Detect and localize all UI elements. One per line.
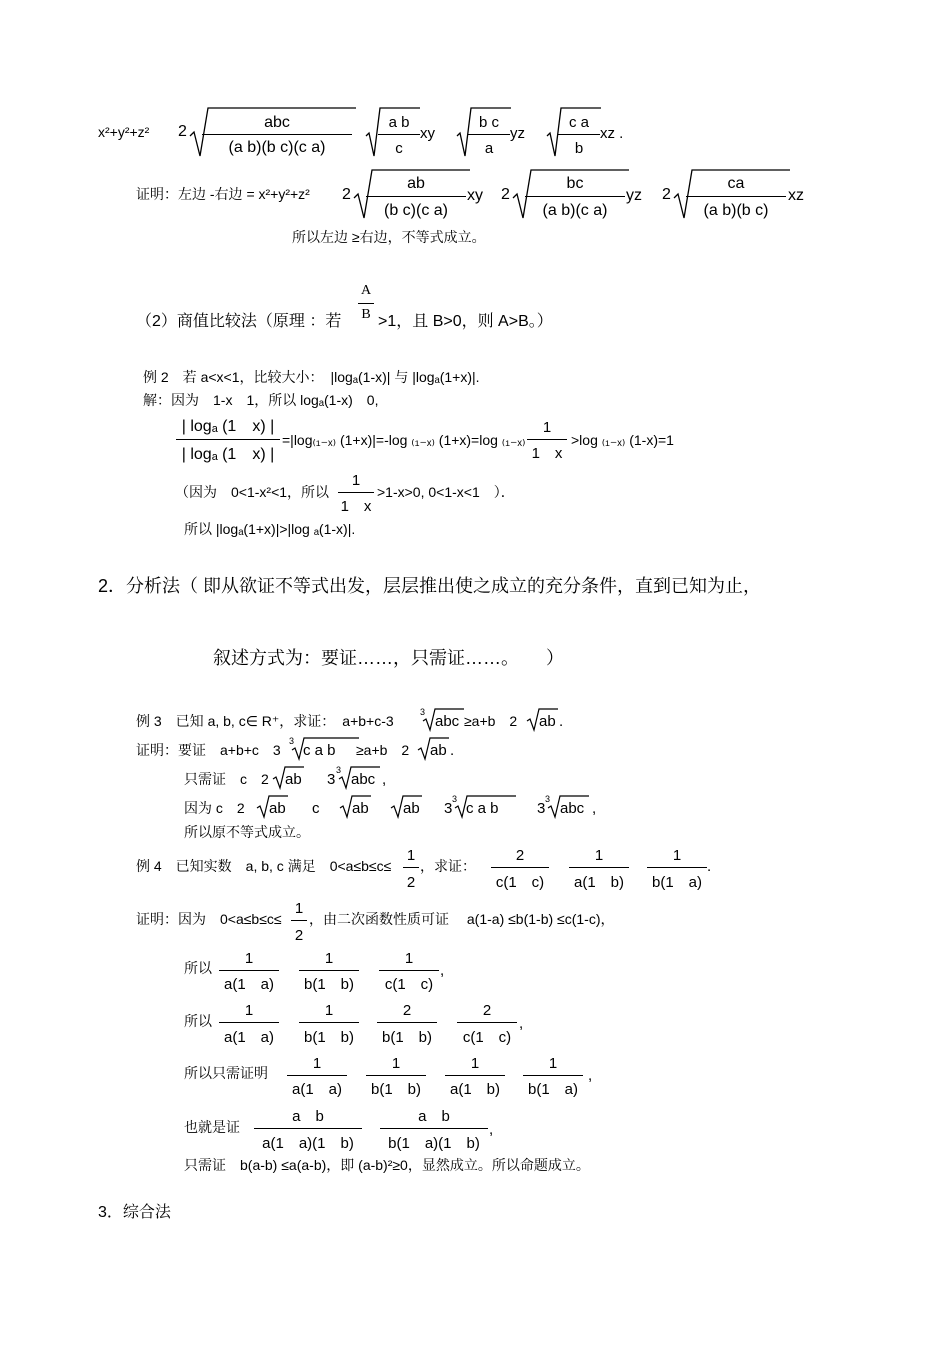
frac-den: (a b)(c a) [542, 202, 608, 219]
frac-num: 1 [244, 1002, 254, 1019]
method-prefix: （2）商值比较法（原理 ：若 [136, 313, 342, 330]
frac-den: a(1 a)(1 b) [262, 1135, 354, 1152]
ex4-so3: 所以只需证明 [184, 1065, 268, 1081]
radicand: ab [285, 771, 302, 788]
frac-num: bc [566, 175, 584, 192]
ex3-l3c: , [382, 771, 387, 788]
frac-bar [491, 867, 549, 868]
ex4-so4: 也就是证 [184, 1119, 240, 1135]
ex2-mid: =|log₍₁₋ₓ₎ (1+x)|=-log ₍₁₋ₓ₎ (1+x)=log ₍₁₋ₓ₎ [282, 432, 526, 448]
frac-bar [299, 1022, 359, 1023]
coef: 2 [662, 186, 671, 203]
term-tail: xz [788, 187, 804, 204]
ex3-l4e: , [592, 800, 597, 817]
frac-bar [525, 196, 625, 197]
frac-den: (a b)(b c)(c a) [228, 139, 326, 156]
coef: 2 [501, 186, 510, 203]
frac-num: 2 [482, 1002, 492, 1019]
proof-lead: 证明：左边 -右边 = x²+y²+z² [136, 186, 310, 202]
ex3-l4d: 3 [537, 800, 546, 817]
ex4-l1a: 例 4 已知实数 a, b, c 满足 0<a≤b≤c≤ [136, 858, 392, 874]
frac-num: 2 [515, 847, 525, 864]
frac-bar [647, 867, 707, 868]
frac-den: b [574, 140, 584, 157]
ex4-s2end: , [519, 1015, 524, 1032]
frac-num: 1 [672, 847, 682, 864]
cube-index: 3 [289, 736, 295, 746]
cube-index: 3 [336, 765, 342, 775]
frac-bar [358, 303, 374, 304]
frac-den: b(1 a) [651, 874, 703, 891]
frac-den: c(1 c) [384, 976, 434, 993]
frac-num: ca [727, 175, 745, 192]
term-tail: xy [420, 125, 435, 142]
ex3-l2b: ≥a+b 2 [356, 742, 410, 758]
frac-num: 2 [402, 1002, 412, 1019]
ex4-final: 只需证 b(a-b) ≤a(a-b)，即 (a-b)²≥0，显然成立。所以命题成立。 [184, 1157, 590, 1173]
frac-den: (b c)(c a) [384, 202, 448, 219]
term-tail: xy [467, 187, 483, 204]
frac-bar [445, 1075, 505, 1076]
frac-num: 1 [294, 900, 304, 917]
frac-bar [569, 867, 629, 868]
cube-index: 3 [452, 794, 458, 804]
radicand: abc [351, 771, 376, 788]
frac-bar [380, 1128, 488, 1129]
frac-den: c(1 c) [462, 1029, 512, 1046]
frac-bar [379, 970, 439, 971]
ex4-s3end: , [588, 1067, 593, 1084]
frac-bar [468, 134, 510, 135]
frac-num: 1 [470, 1055, 480, 1072]
formula-coef: 2 [178, 123, 187, 140]
frac-bar [403, 867, 419, 868]
ex3-l3a: 只需证 c 2 [184, 771, 269, 787]
frac-bar [254, 1128, 362, 1129]
frac-den: a(1 a) [223, 1029, 275, 1046]
radicand: ab [269, 800, 286, 817]
frac-bar [523, 1075, 583, 1076]
ex2-end: >log ₍₁₋ₓ₎ (1-x)=1 [571, 432, 674, 448]
radicand: ab [352, 800, 369, 817]
frac-den: a(1 a) [291, 1081, 343, 1098]
frac-den: a(1 b) [573, 874, 625, 891]
frac-den: a(1 a) [223, 976, 275, 993]
frac-den: 1 x [340, 498, 372, 515]
formula-lhs: x²+y²+z² [98, 124, 150, 140]
ex3-l3b: 3 [327, 771, 336, 788]
frac-den: b(1 b) [303, 976, 355, 993]
frac-den: b(1 a)(1 b) [388, 1135, 480, 1152]
ex3-l2a: 证明：要证 a+b+c 3 [136, 742, 281, 758]
ex4-s1end: , [440, 962, 445, 979]
frac-num: 1 [351, 472, 361, 489]
frac-num: b c [478, 114, 499, 131]
radicand: abc [435, 713, 460, 730]
frac-num: | logₐ (1 x) | [181, 418, 275, 435]
frac-bar [558, 134, 600, 135]
frac-den: c [395, 140, 403, 157]
radicand: ab [539, 713, 556, 730]
radicand: ab [430, 742, 447, 759]
frac-den: 1 x [531, 445, 563, 462]
frac-den: | logₐ (1 x) | [181, 446, 275, 463]
frac-bar [287, 1075, 347, 1076]
term-tail: xz . [600, 125, 624, 142]
ex2-because-b: >1-x>0, 0<1-x<1 ）． [377, 484, 515, 500]
ex4-l1b: ，求证： [420, 858, 476, 874]
frac-num: 1 [548, 1055, 558, 1072]
section-sub: 叙述方式为：要证……，只需证……。 ） [213, 648, 564, 668]
frac-bar [291, 920, 307, 921]
ex4-p1b: ，由二次函数性质可证 a(1-a) ≤b(1-b) ≤c(1-c)， [309, 911, 615, 927]
frac-den: b(1 b) [303, 1029, 355, 1046]
frac-den: b(1 b) [381, 1029, 433, 1046]
frac-num: a b [388, 114, 410, 131]
section-3-heading: 3．综合法 [98, 1204, 171, 1221]
radicand: abc [560, 800, 585, 817]
term-tail: yz [510, 125, 525, 142]
frac-num: a b [292, 1108, 324, 1125]
frac-bar [338, 492, 374, 493]
frac-den: a [484, 140, 494, 157]
frac-num: 1 [324, 1002, 334, 1019]
ex3-l4a: 因为 c 2 [184, 800, 245, 816]
frac-den: B [361, 307, 371, 322]
frac-bar [378, 134, 420, 135]
frac-num: c a [568, 114, 589, 131]
frac-den: b(1 b) [370, 1081, 422, 1098]
coef: 2 [342, 186, 351, 203]
frac-num: 1 [404, 950, 414, 967]
frac-den: c(1 c) [495, 874, 545, 891]
frac-bar [457, 1022, 517, 1023]
frac-den: b(1 a) [527, 1081, 579, 1098]
frac-num: 1 [542, 419, 552, 436]
ex3-l1a: 例 3 已知 a, b, c∈ R⁺，求证： a+b+c-3 [136, 713, 394, 729]
cube-index: 3 [420, 707, 426, 717]
frac-den: 2 [294, 927, 304, 944]
ex3-l1b: ≥a+b 2 [464, 713, 518, 729]
term-tail: yz [626, 187, 642, 204]
ex4-so2: 所以 [184, 1013, 212, 1029]
frac-bar [527, 439, 567, 440]
frac-den: (a b)(b c) [703, 202, 769, 219]
frac-bar [219, 970, 279, 971]
frac-num: 1 [324, 950, 334, 967]
section-heading: 2．分析法（ 即从欲证不等式出发，层层推出使之成立的充分条件，直到已知为止， [98, 576, 762, 596]
frac-bar [377, 1022, 437, 1023]
frac-bar [366, 196, 466, 197]
radicand: c a b [303, 742, 336, 759]
cube-index: 3 [545, 794, 551, 804]
frac-num: 1 [594, 847, 604, 864]
frac-num: 1 [312, 1055, 322, 1072]
frac-num: a b [418, 1108, 450, 1125]
frac-num: abc [264, 114, 290, 131]
ex3-l4b: c [312, 800, 320, 817]
ex4-p1a: 证明：因为 0<a≤b≤c≤ [136, 911, 282, 927]
ex4-so1: 所以 [184, 960, 212, 976]
frac-bar [299, 970, 359, 971]
ex3-l1c: . [559, 713, 564, 730]
frac-num: 1 [244, 950, 254, 967]
frac-num: 1 [391, 1055, 401, 1072]
frac-bar [176, 439, 280, 440]
ex2-line1: 例 2 若 a<x<1，比较大小： |logₐ(1-x)| 与 |logₐ(1+x)|. [143, 369, 480, 385]
ex3-l4c: 3 [444, 800, 453, 817]
frac-bar [219, 1022, 279, 1023]
radicand: ab [403, 800, 420, 817]
ex4-l1end: . [707, 858, 712, 875]
frac-den: a(1 b) [449, 1081, 501, 1098]
frac-num: 1 [406, 847, 416, 864]
radicand: c a b [466, 800, 499, 817]
ex4-s4end: , [489, 1121, 494, 1138]
ex2-conclusion: 所以 |logₐ(1+x)|>|log ₐ(1-x)|. [184, 521, 356, 537]
frac-bar [202, 134, 352, 135]
frac-num: A [360, 283, 372, 298]
ex2-because-a: （因为 0<1-x²<1，所以 [175, 484, 330, 500]
ex2-line2: 解：因为 1-x 1，所以 logₐ(1-x) 0, [143, 392, 379, 408]
method-suffix: >1，且 B>0，则 A>B。） [378, 313, 553, 330]
frac-bar [366, 1075, 426, 1076]
frac-den: 2 [406, 874, 416, 891]
ex3-l2c: . [450, 742, 455, 759]
proof-conclusion: 所以左边 ≥右边，不等式成立。 [292, 229, 486, 245]
frac-num: ab [407, 175, 425, 192]
frac-bar [686, 196, 786, 197]
ex3-l5: 所以原不等式成立。 [184, 824, 310, 840]
